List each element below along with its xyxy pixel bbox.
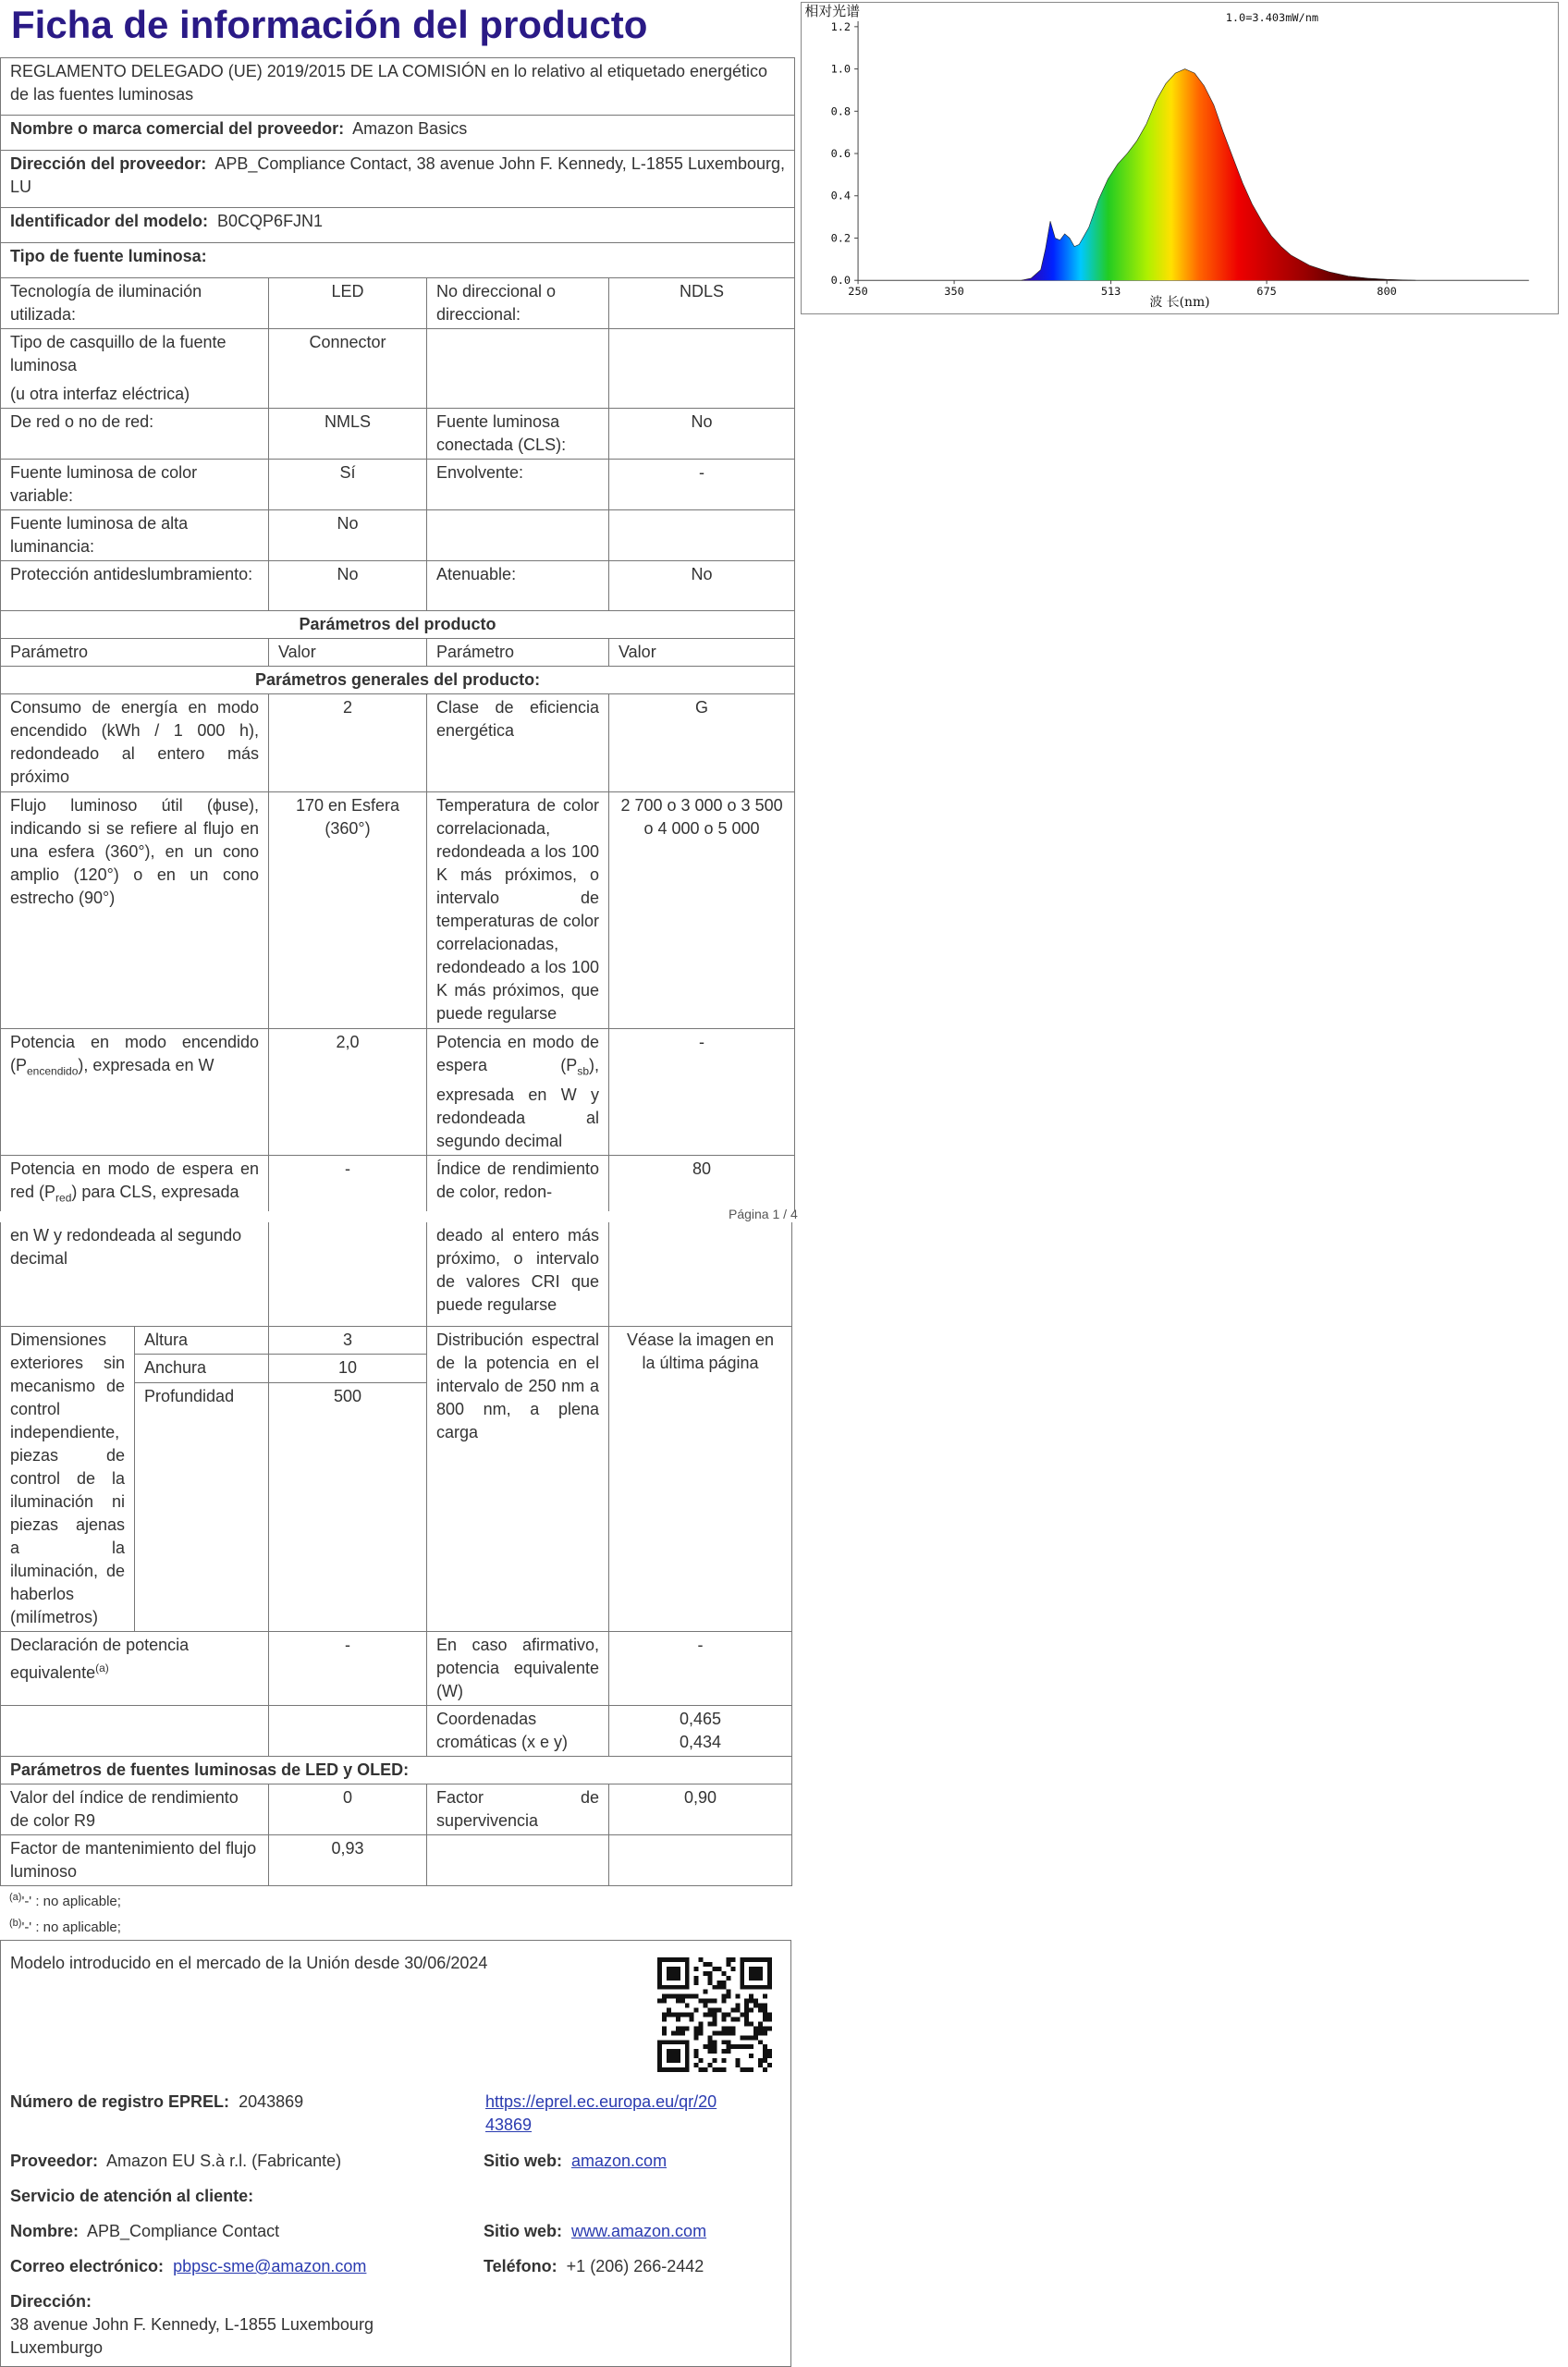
page-number: Página 1 / 4 [729, 1207, 798, 1221]
general-params-heading: Parámetros generales del producto: [1, 667, 795, 694]
x-tick-label: 250 [848, 285, 868, 299]
survival-value: 0,90 [609, 1784, 792, 1834]
glare-label: Protección antideslumbramiento: [1, 561, 269, 611]
spectrum-area [1022, 69, 1415, 281]
contact-address: Dirección: 38 avenue John F. Kennedy, L-1855 Luxembourg Luxemburgo [10, 2292, 374, 2357]
energy-class-label: Clase de eficiencia energética [427, 694, 609, 792]
cct-label: Temperatura de color correlacionada, redondeada a los 100 K más próximos, o intervalo de temperaturas de color correlacionadas, redondeado a los 100 K más próximos, que puede regularse [427, 792, 609, 1029]
width-label: Anchura [135, 1355, 269, 1383]
empty-cell [269, 1222, 427, 1326]
glare-value: No [269, 561, 427, 611]
net-standby-label-cont: en W y redondeada al segundo decimal [1, 1222, 269, 1326]
dimmable-value: No [609, 561, 795, 611]
provider-website-link[interactable]: amazon.com [571, 2152, 668, 2170]
address-row: Dirección del proveedor: APB_Compliance Contact, 38 avenue John F. Kennedy, L-1855 Luxembourg, LU [1, 151, 795, 208]
cap-label: Tipo de casquillo de la fuente luminosa (u otra interfaz eléctrica) [1, 329, 269, 409]
empty-cell [1, 1705, 269, 1756]
r9-label: Valor del índice de rendimiento de color R9 [1, 1784, 269, 1834]
envelope-label: Envolvente: [427, 460, 609, 510]
model-row: Identificador del modelo: B0CQP6FJN1 [1, 208, 795, 243]
empty-cell [609, 329, 795, 409]
market-intro: Modelo introducido en el mercado de la Unión desde 30/06/2024 [10, 1954, 488, 1972]
tech-label: Tecnología de iluminación utilizada: [1, 278, 269, 329]
provider: Proveedor: Amazon EU S.à r.l. (Fabricante) [10, 2152, 342, 2170]
footnote-b: $^{(b)}$'-' : no aplicable; [9, 1918, 121, 1935]
empty-cell [427, 510, 609, 561]
x-tick-label: 513 [1100, 285, 1121, 299]
standby-label: Potencia en modo de espera $(P_{sb})$, expresada en W y redondeada al segundo decimal [427, 1029, 609, 1156]
spd-value: Véase la imagen en la última página [609, 1326, 792, 1631]
r9-value: 0 [269, 1784, 427, 1834]
y-tick-label: 0.4 [830, 189, 851, 202]
cri-label: Índice de rendimiento de color, redon- [427, 1155, 609, 1211]
x-tick-label: 800 [1377, 285, 1397, 299]
empty-cell [609, 1222, 792, 1326]
y-tick-label: 0.2 [830, 231, 851, 245]
dimmable-label: Atenuable: [427, 561, 609, 611]
col-value: Valor [269, 639, 427, 667]
color-label: Fuente luminosa de color variable: [1, 460, 269, 510]
chart-title: 相对光谱 [804, 2, 861, 19]
equiv-watts-label: En caso afirmativo, potencia equivalente (W) [427, 1631, 609, 1705]
empty-cell [609, 510, 795, 561]
flux-label: Flujo luminoso útil (ϕuse), indicando si se refiere al flujo en una esfera (360°), en un cono amplio (120°) o en un cono estrecho (90°) [1, 792, 269, 1029]
cls-label: Fuente luminosa conectada (CLS): [427, 409, 609, 460]
cct-value: 2 700 o 3 000 o 3 500 o 4 000 o 5 000 [609, 792, 795, 1029]
params-heading: Parámetros del producto [1, 611, 795, 639]
mains-label: De red o no de red: [1, 409, 269, 460]
flux-value: 170 en Esfera (360°) [269, 792, 427, 1029]
y-tick-label: 0.6 [830, 147, 851, 161]
email-link[interactable]: pbpsc-sme@amazon.com [173, 2257, 367, 2275]
chroma-label: Coordenadas cromáticas (x e y) [427, 1705, 609, 1756]
y-tick-label: 1.0 [830, 62, 851, 76]
spd-label: Distribución espectral de la potencia en el intervalo de 250 nm a 800 nm, a plena carga [427, 1326, 609, 1631]
empty-cell [427, 1834, 609, 1885]
cri-value: 80 [609, 1155, 795, 1211]
col-param: Parámetro [1, 639, 269, 667]
led-params-heading: Parámetros de fuentes luminosas de LED y OLED: [1, 1756, 792, 1784]
x-tick-label: 350 [944, 285, 964, 299]
survival-label: Factor de supervivencia [427, 1784, 609, 1834]
empty-cell [427, 329, 609, 409]
nondir-value: NDLS [609, 278, 795, 329]
x-tick-label: 675 [1256, 285, 1277, 299]
equiv-power-value: - [269, 1631, 427, 1705]
col-value: Valor [609, 639, 795, 667]
color-value: Sí [269, 460, 427, 510]
maintenance-value: 0,93 [269, 1834, 427, 1885]
standby-value: - [609, 1029, 795, 1156]
chart-x-label: 波 长(nm) [1149, 295, 1210, 311]
height-label: Altura [135, 1326, 269, 1355]
power-on-value: 2,0 [269, 1029, 427, 1156]
regulation-text: REGLAMENTO DELEGADO (UE) 2019/2015 DE LA COMISIÓN en lo relativo al etiquetado energético de las fuentes luminosas [1, 58, 795, 116]
depth-label: Profundidad [135, 1383, 269, 1631]
energy-label: Consumo de energía en modo encendido (kWh / 1 000 h), redondeado al entero más próximo [1, 694, 269, 792]
customer-service-heading: Servicio de atención al cliente: [10, 2187, 254, 2205]
y-tick-label: 0.8 [830, 104, 851, 118]
energy-class-value: G [609, 694, 795, 792]
provider-website: Sitio web: amazon.com [484, 2152, 668, 2170]
y-tick-label: 1.2 [830, 19, 851, 33]
col-param: Parámetro [427, 639, 609, 667]
contact-phone: Teléfono: +1 (206) 266-2442 [484, 2257, 704, 2275]
spectrum-chart [801, 2, 1559, 314]
net-standby-value: - [269, 1155, 427, 1211]
power-on-label: Potencia en modo encendido $(P_{encendido})$, expresada en W [1, 1029, 269, 1156]
mains-value: NMLS [269, 409, 427, 460]
dimensions-label: Dimensiones exteriores sin mecanismo de control independiente, piezas de control de la iluminación ni piezas ajenas a la iluminación, de haberlos (milímetros) [1, 1326, 135, 1631]
height-value: 3 [269, 1326, 427, 1355]
high-luminance-value: No [269, 510, 427, 561]
info-table-page-2 [0, 1222, 792, 1886]
high-luminance-label: Fuente luminosa de alta luminancia: [1, 510, 269, 561]
eprel-link[interactable]: https://eprel.ec.europa.eu/qr/20 43869 [485, 2092, 717, 2134]
page-title: Ficha de información del producto [11, 3, 648, 46]
eprel-number: Número de registro EPREL: 2043869 [10, 2092, 304, 2111]
cap-value: Connector [269, 329, 427, 409]
nondir-label: No direccional o direccional: [427, 278, 609, 329]
equiv-power-label: Declaración de potencia equivalente$^{(a)}$ [1, 1631, 269, 1705]
envelope-value: - [609, 460, 795, 510]
footnote-a: $^{(a)}$'-' : no aplicable; [9, 1892, 121, 1909]
depth-value: 500 [269, 1383, 427, 1631]
supplier-row: Nombre o marca comercial del proveedor: Amazon Basics [1, 116, 795, 151]
empty-cell [269, 1705, 427, 1756]
equiv-watts-value: - [609, 1631, 792, 1705]
cri-label-cont: deado al entero más próximo, o intervalo de valores CRI que puede regularse [427, 1222, 609, 1326]
contact-email: Correo electrónico: pbpsc-sme@amazon.com [10, 2257, 367, 2275]
contact-website: Sitio web: www.amazon.com [484, 2222, 707, 2240]
contact-name: Nombre: APB_Compliance Contact [10, 2222, 280, 2240]
y-tick-label: 0.0 [830, 274, 851, 288]
net-standby-label: Potencia en modo de espera en red $(P_{red})$ para CLS, expresada [1, 1155, 269, 1211]
chart-annotation: 1.0=3.403mW/nm [1225, 10, 1319, 24]
energy-value: 2 [269, 694, 427, 792]
maintenance-label: Factor de mantenimiento del flujo luminoso [1, 1834, 269, 1885]
info-table-page-1 [0, 57, 795, 1211]
width-value: 10 [269, 1355, 427, 1383]
source-type-heading: Tipo de fuente luminosa: [1, 243, 795, 278]
contact-website-link[interactable]: www.amazon.com [571, 2222, 707, 2240]
empty-cell [609, 1834, 792, 1885]
tech-value: LED [269, 278, 427, 329]
qr-code-icon[interactable] [657, 1957, 772, 2072]
cls-value: No [609, 409, 795, 460]
chroma-value: 0,465 0,434 [609, 1705, 792, 1756]
eprel-footer [0, 1940, 791, 2367]
